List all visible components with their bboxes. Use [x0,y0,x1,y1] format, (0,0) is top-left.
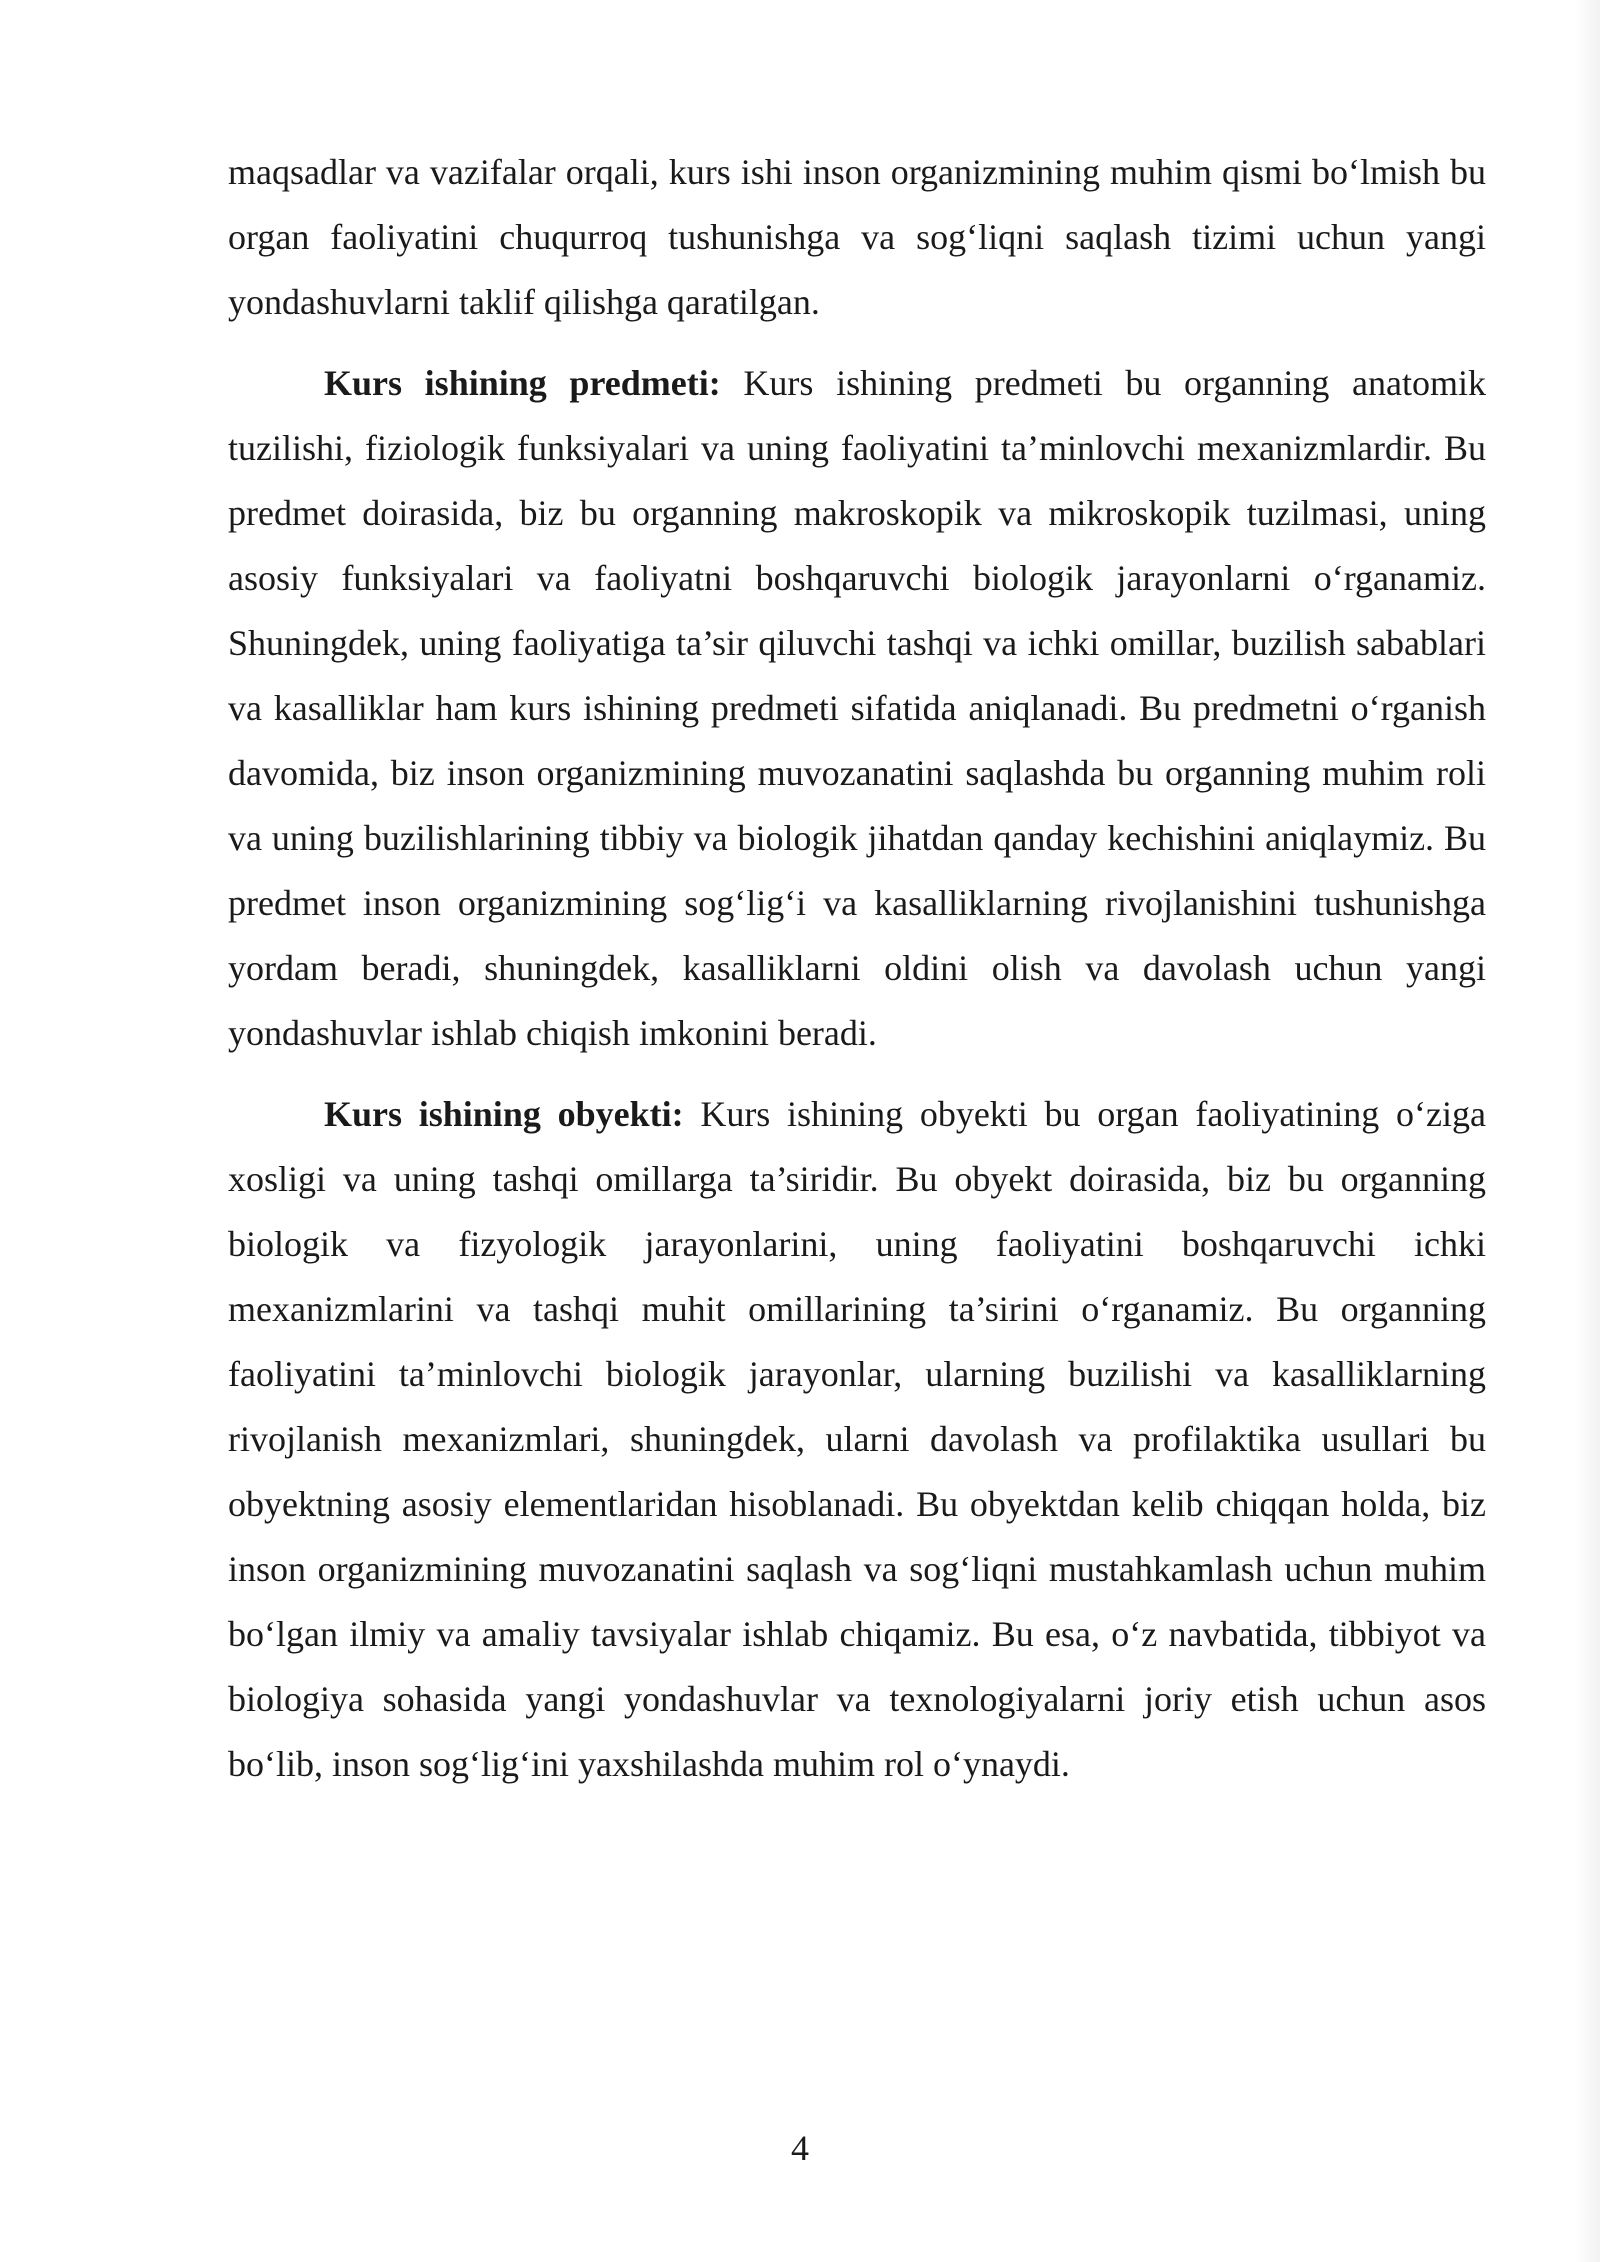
paragraph-continuation: maqsadlar va vazifalar orqali, kurs ishi inson organizmining muhim qismi bo‘lmish bu organ faoliyatini chuqurroq tushunishga va sog‘liqni saqlash tizimi uchun yangi yondashuvlarni taklif qilishga qaratilgan. [228,152,1486,322]
page-number: 4 [791,2128,809,2168]
paragraph-predmet [228,351,1486,1066]
page-edge-shadow [1574,0,1600,2262]
obyekt-text: Kurs ishining obyekti bu organ faoliyatining o‘ziga xosligi va uning tashqi omillarga ta’siridir. Bu obyekt doirasida, biz bu organning biologik va fizyologik jarayonlarini, uning faoliyatini boshqaruvchi ichki mexanizmlarini va tashqi muhit omillarining ta’sirini o‘rganamiz. Bu organning faoliyatini ta’minlovchi biologik jarayonlar, ularning buzilishi va kasalliklarning rivojlanish mexanizmlari, shuningdek, ularni davolash va profilaktika usullari bu obyektning asosiy elementlaridan hisoblanadi. Bu obyektdan kelib chiqqan holda, biz inson organizmining muvozanatini saqlash va sog‘liqni mustahkamlash uchun muhim bo‘lgan ilmiy va amaliy tavsiyalar ishlab chiqamiz. Bu esa, o‘z navbatida, tibbiyot va biologiya sohasida yangi yondashuvlar va texnologiyalarni joriy etish uchun asos bo‘lib, inson sog‘lig‘ini yaxshilashda muhim rol o‘ynaydi. [228,1094,1486,1784]
obyekt-heading: Kurs ishining obyekti: [324,1094,684,1134]
document-body [228,140,1486,1813]
predmet-heading: Kurs ishining predmeti: [324,363,721,403]
paragraph-obyekt [228,1082,1486,1797]
predmet-text: Kurs ishining predmeti bu organning anatomik tuzilishi, fiziologik funksiyalari va uning faoliyatini ta’minlovchi mexanizmlardir. Bu predmet doirasida, biz bu organning makroskopik va mikroskopik tuzilmasi, uning asosiy funksiyalari va faoliyatni boshqaruvchi biologik jarayonlarni o‘rganamiz. Shuningdek, uning faoliyatiga ta’sir qiluvchi tashqi va ichki omillar, buzilish sabablari va kasalliklar ham kurs ishining predmeti sifatida aniqlanadi. Bu predmetni o‘rganish davomida, biz inson organizmining muvozanatini saqlashda bu organning muhim roli va uning buzilishlarining tibbiy va biologik jihatdan qanday kechishini aniqlaymiz. Bu predmet inson organizmining sog‘lig‘i va kasalliklarning rivojlanishini tushunishga yordam beradi, shuningdek, kasalliklarni oldini olish va davolash uchun yangi yondashuvlar ishlab chiqish imkonini beradi. [228,363,1486,1053]
